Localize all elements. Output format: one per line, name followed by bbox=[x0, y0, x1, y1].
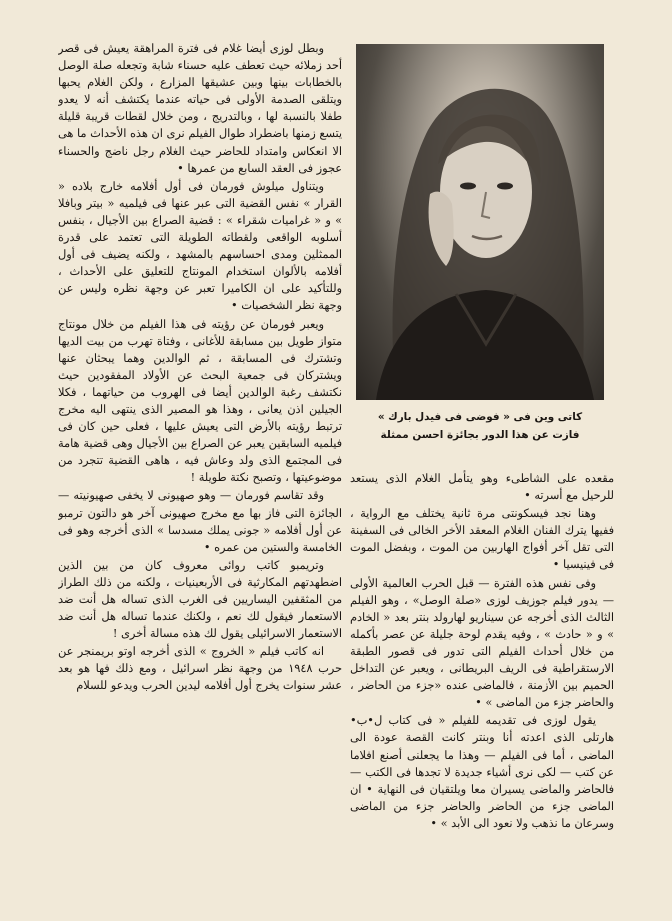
paragraph: وهنا نجد فيسكونتى مرة ثانية يختلف مع الرواية ، ففيها يترك الفنان الغلام المعقد الأخر الخالى فى السفينة التى تقل آخر أفواج الهاربين من الموت ، وبفضل الموت فى فينيسيا • bbox=[350, 507, 614, 572]
photo-caption bbox=[356, 408, 604, 444]
portrait-photo bbox=[356, 44, 604, 400]
article-column-left bbox=[58, 40, 342, 905]
paragraph: وبطل لوزى أيضا غلام فى فترة المراهقة يعيش فى قصر أحد زملائه حيث تعطف عليه حسناء شابة وتجعله صلة الوصل بالخطابات بينها وبين عشيقها المزارع ، ولكن الغلام يحبها ويتلقى الصدمة الأولى فى حياته عندما يكتشف أنه لا يعدو طفلا بالنسبة لها ، وبالتدريج ، ومن خلال لقطات قريبة قليلة يتسع زمنها باضطراد طوال الفيلم نرى ان هذه الأحداث ما هى الا انعكاس وامتداد للحاضر حيث الغلام رجل ناضج والحسناء عجوز فى العقد السابع من عمرها • bbox=[58, 42, 342, 175]
article-column-right bbox=[350, 470, 614, 900]
paragraph: وفى نفس هذه الفترة — قبل الحرب العالمية الأولى — يدور فيلم جوزيف لوزى «صلة الوصل» ، وهو الفيلم الثالث الذى أخرجه عن سيناريو لهارولد بنتر بعد « الخادم » و « حادث » ، وفيه يقدم لوحة جليلة عن عصر بأكمله من خلال أحداث الفيلم التى تدور فى قصور الطبقة الارستقراطية فى الريف البريطانى ، ويعبر عن التداخل الحميم بين الأزمنة ، فالماضى عنده «جزء من الحاضر ، والحاضر جزء من الماضى » • bbox=[350, 576, 614, 710]
paragraph: ويتناول ميلوش فورمان فى أول أفلامه خارج بلاده « القرار » نفس القضية التى عبر عنها فى فيلميه « بيتر وبافلا » و « غراميات شقراء » : قضية الصراع بين الأجيال ، بنفس أسلوبه الواقعى ولقطاته الطويلة التى تعتمد على قدرة الممثلين ومدى احساسهم بالمشهد ، ولكنه يضيف فى أول أفلامه بالألوان استخدام المونتاج للتعليق على الأحداث ، وللتأكيد على ان الكاميرا تعبر عن وجهة نظره وليس عن وجهة نظر الشخصيات • bbox=[58, 179, 342, 313]
paragraph: ويعبر فورمان عن رؤيته فى هذا الفيلم من خلال مونتاج متواز طويل بين مسابقة للأغانى ، وفتاة تهرب من بيت الديها وتشترك فى المسابقة ، ثم الوالدين وهما يبحثان عنها ويشتركان فى جمعية البحث عن الأولاد المفقودين حيث نكتشف رغبة الوالدين أيضا فى الهروب من حياتهما ، فكلا الجيلين اذن يعانى ، وهذا هو المصير الذى ينتهى اليه مخرج ترتبط رؤيته بالأرض التى يعيش عليها ، فعلى حين كان فى فيلميه السابقين يعبر عن الصراع بين الأجيال وهى قضية هامة فى المجتمع الذى ولد وعاش فيه ، هاهى القضية تتجرد من موضوعيتها ، وتصبح نكتة طويلة ! bbox=[58, 317, 342, 485]
paragraph: وتريمبو كاتب روائى معروف كان من بين الذين اضطهدتهم المكارثية فى الأربعينيات ، ولكنه من ذلك الطراز من المثقفين اليساريين فى الغرب الذى تساله هل أنت ضد الاستعمار فيقول لك نعم ، ولكنك عندما تساله هل أنت ضد الاستعمار الاسرائيلى يقول لك هذه مسالة أخرى ! bbox=[58, 558, 342, 641]
caption-line: كاتى وين فى « فوضى فى فيدل بارك » bbox=[377, 411, 583, 423]
paragraph: مقعده على الشاطىء وهو يتأمل الغلام الذى يستعد للرحيل مع أسرته • bbox=[350, 472, 614, 503]
caption-line: فازت عن هذا الدور بجائزة احسن ممثلة bbox=[380, 429, 580, 441]
paragraph: يقول لوزى فى تقديمه للفيلم « فى كتاب ل•ب• هارتلى الذى اعدته أنا وبنتر كانت القصة عودة الى الماضى ، أما فى الفيلم — وهذا ما يجعلنى أصنع افلاما عن كتب — لكى نرى أشياء جديدة لا تجدها فى الكتب — فالحاضر والماضى يسيران معا ويلتقيان فى النهاية • ان الماضى جزء من الحاضر والحاضر جزء من الماضى وسرعان ما نذهب ولا نعود الى الأبد » • bbox=[350, 714, 614, 830]
paragraph: انه كاتب فيلم « الخروج » الذى أخرجه اوتو بريمنجر عن حرب ١٩٤٨ من وجهة نظر اسرائيل ، ومع ذلك فها هو بعد عشر سنوات يخرج أول أفلامه ليدين الحرب ويدعو للسلام bbox=[58, 645, 342, 693]
paragraph: وقد تقاسم فورمان — وهو صهيونى لا يخفى صهيونيته — الجائزة التى فاز بها مع مخرج صهيونى آخر هو دالتون ترمبو عن أول أفلامه « جونى يملك مسدسا » الذى أخرجه وهو فى الخامسة والستين من عمره • bbox=[58, 489, 342, 554]
portrait-illustration bbox=[356, 44, 604, 400]
